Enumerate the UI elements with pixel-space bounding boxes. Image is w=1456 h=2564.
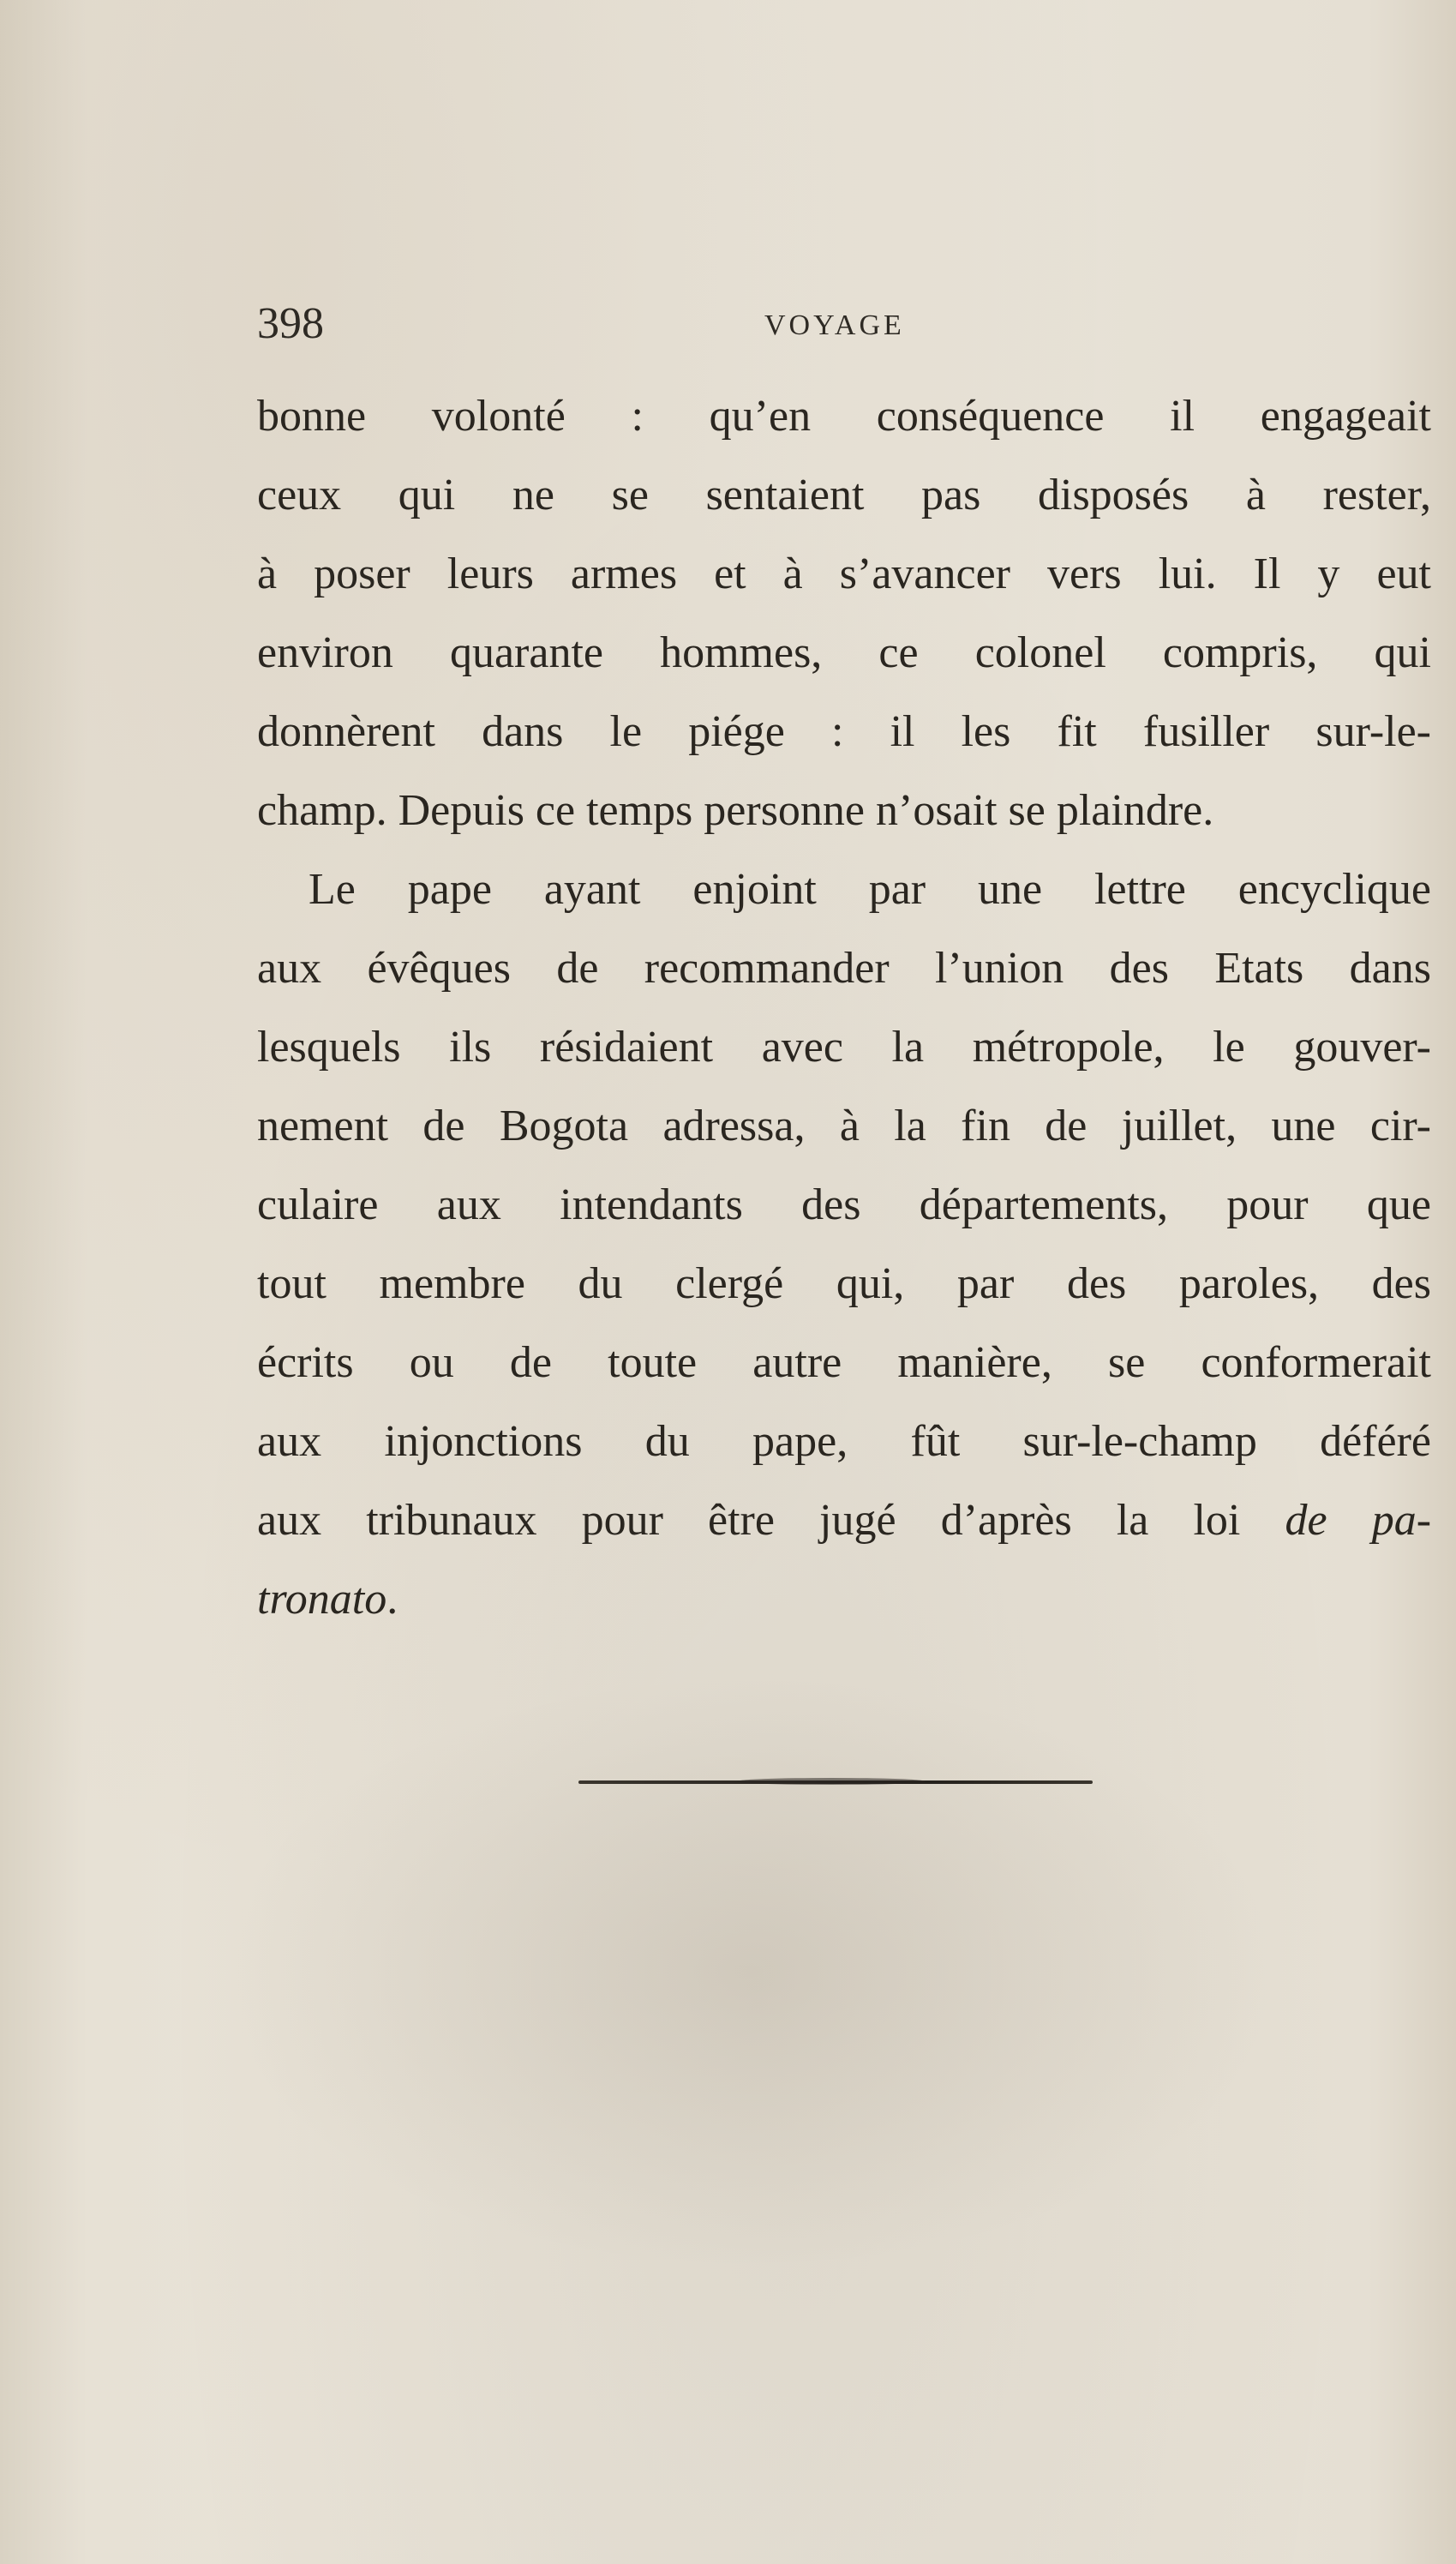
page-header [257, 290, 1431, 358]
text-line: nement de Bogota adressa, à la fin de juillet, une cir- [257, 1102, 1431, 1150]
italic-term-end: tronato [257, 1575, 387, 1624]
paragraph-first-line: Le pape ayant enjoint par une lettre encyclique [309, 865, 1431, 914]
section-divider-swell [737, 1778, 926, 1785]
text-line: écrits ou de toute autre manière, se conformerait [257, 1338, 1431, 1387]
text-line: aux injonctions du pape, fût sur-le-champ déféré [257, 1417, 1431, 1466]
text-line: environ quarante hommes, ce colonel compris, qui [257, 628, 1431, 677]
body-text [257, 377, 1431, 1639]
italic-term-start: de pa- [1285, 1496, 1432, 1545]
show-through-shadow [214, 1672, 1285, 2272]
page-number: 398 [257, 299, 324, 348]
text-line: lesquels ils résidaient avec la métropole, le gouver- [257, 1023, 1431, 1072]
final-punctuation: . [386, 1575, 398, 1624]
text-line-roman: aux tribunaux pour être jugé d’après la loi [257, 1496, 1241, 1545]
text-line: aux évêques de recommander l’union des Etats dans [257, 944, 1431, 993]
running-title: VOYAGE [764, 309, 905, 341]
text-line: à poser leurs armes et à s’avancer vers lui. Il y eut [257, 549, 1431, 598]
text-line-with-italic [257, 1481, 1431, 1560]
text-line: champ. Depuis ce temps personne n’osait se plaindre. [257, 786, 1214, 835]
text-line: tout membre du clergé qui, par des paroles, des [257, 1259, 1431, 1308]
text-line: culaire aux intendants des départements, pour que [257, 1180, 1431, 1229]
text-line: bonne volonté : qu’en conséquence il engageait [257, 392, 1431, 441]
final-line [257, 1560, 1431, 1639]
text-line: ceux qui ne se sentaient pas disposés à rester, [257, 471, 1431, 519]
text-line: donnèrent dans le piége : il les fit fusiller sur-le- [257, 707, 1431, 756]
